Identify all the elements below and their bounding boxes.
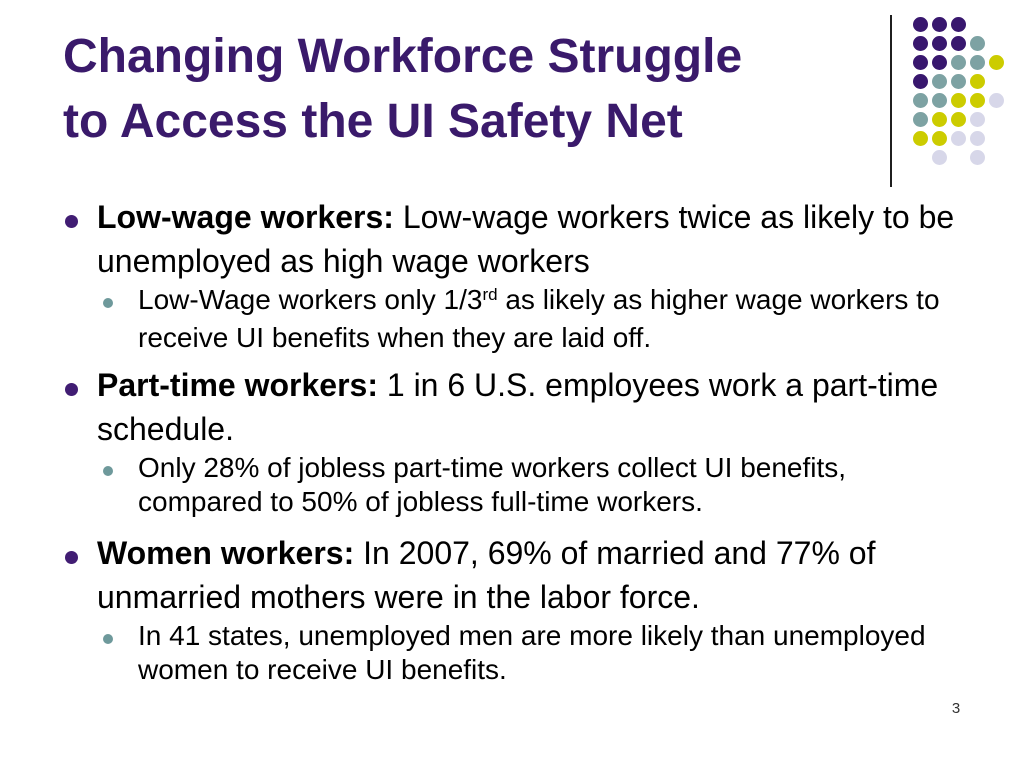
sub-bullet-text <box>138 619 953 691</box>
decor-dot-icon <box>932 36 947 51</box>
sub-bullet-text <box>138 451 953 523</box>
decor-dot-empty <box>970 17 985 32</box>
decor-dot-empty <box>989 112 1004 127</box>
decor-dot-icon <box>932 112 947 127</box>
decor-dot-icon <box>951 55 966 70</box>
slide-title-line2: to Access the UI Safety Net <box>63 95 683 148</box>
decor-dot-icon <box>913 17 928 32</box>
decor-dot-icon <box>932 55 947 70</box>
decor-dot-icon <box>989 93 1004 108</box>
decor-dot-icon <box>951 93 966 108</box>
sub-bullet-item-women <box>65 619 980 691</box>
sub-bullet-text <box>138 283 953 355</box>
bullet-lead: Women workers: <box>97 535 355 571</box>
decor-dot-icon <box>932 74 947 89</box>
decor-dot-empty <box>989 131 1004 146</box>
decor-dot-icon <box>970 112 985 127</box>
sub-text-before: In 41 states, unemployed men are more likely than unemployed women to receive UI benefits. <box>138 620 926 685</box>
bullet-marker-icon <box>65 383 78 396</box>
bullet-rest: 1 in 6 U.S. employees work a part-time schedule. <box>97 367 939 447</box>
bullet-item-low-wage <box>65 195 980 283</box>
bullet-rest: In 2007, 69% of married and 77% of unmarried mothers were in the labor force. <box>97 535 876 615</box>
slide-body <box>65 195 980 691</box>
decor-dot-icon <box>913 112 928 127</box>
sub-bullet-marker-icon <box>103 298 113 308</box>
decor-dot-empty <box>989 74 1004 89</box>
bullet-marker-icon <box>65 215 78 228</box>
decor-dot-empty <box>989 36 1004 51</box>
decor-dot-icon <box>913 36 928 51</box>
bullet-text <box>97 531 977 619</box>
bullet-lead: Part-time workers: <box>97 367 378 403</box>
sub-text-after: as likely as higher wage workers to receive UI benefits when they are laid off. <box>138 284 940 353</box>
bullet-lead: Low-wage workers: <box>97 199 394 235</box>
decor-dot-icon <box>913 55 928 70</box>
decor-dot-empty <box>913 150 928 165</box>
page-number: 3 <box>951 700 961 717</box>
bullet-text <box>97 363 977 451</box>
decor-dot-empty <box>989 150 1004 165</box>
decor-dot-icon <box>970 131 985 146</box>
slide-title-line1: Changing Workforce Struggle <box>63 30 743 83</box>
sub-bullet-marker-icon <box>103 634 113 644</box>
bullet-marker-icon <box>65 551 78 564</box>
sub-text-before: Low-Wage workers only 1/3 <box>138 284 483 315</box>
decor-dot-icon <box>970 150 985 165</box>
sub-text-superscript: rd <box>482 285 498 304</box>
bullet-rest: Low-wage workers twice as likely to be unemployed as high wage workers <box>97 199 955 279</box>
decor-dot-icon <box>970 36 985 51</box>
sub-bullet-item-part-time <box>65 451 980 523</box>
bullet-item-part-time <box>65 363 980 451</box>
sub-bullet-item-low-wage <box>65 283 980 355</box>
decor-dot-icon <box>970 74 985 89</box>
decor-dot-icon <box>913 93 928 108</box>
bullet-item-women <box>65 531 980 619</box>
decor-dot-icon <box>932 17 947 32</box>
decor-dot-empty <box>951 150 966 165</box>
sub-text-before: Only 28% of jobless part-time workers collect UI benefits, compared to 50% of jobless full-time workers. <box>138 452 847 517</box>
decor-dot-icon <box>951 112 966 127</box>
decor-dot-icon <box>932 93 947 108</box>
dot-grid <box>911 15 1006 167</box>
decor-dot-icon <box>932 150 947 165</box>
sub-bullet-marker-icon <box>103 466 113 476</box>
decor-vertical-line <box>890 15 892 187</box>
slide-title <box>63 24 893 154</box>
decor-dot-icon <box>951 17 966 32</box>
decor-dot-icon <box>932 131 947 146</box>
decor-dot-icon <box>989 55 1004 70</box>
decor-dot-icon <box>970 55 985 70</box>
decor-dot-icon <box>951 131 966 146</box>
decor-dot-icon <box>913 74 928 89</box>
decor-dot-icon <box>913 131 928 146</box>
decor-dot-icon <box>970 93 985 108</box>
decor-dot-empty <box>989 17 1004 32</box>
decor-dot-icon <box>951 36 966 51</box>
decor-dot-icon <box>951 74 966 89</box>
bullet-text <box>97 195 977 283</box>
